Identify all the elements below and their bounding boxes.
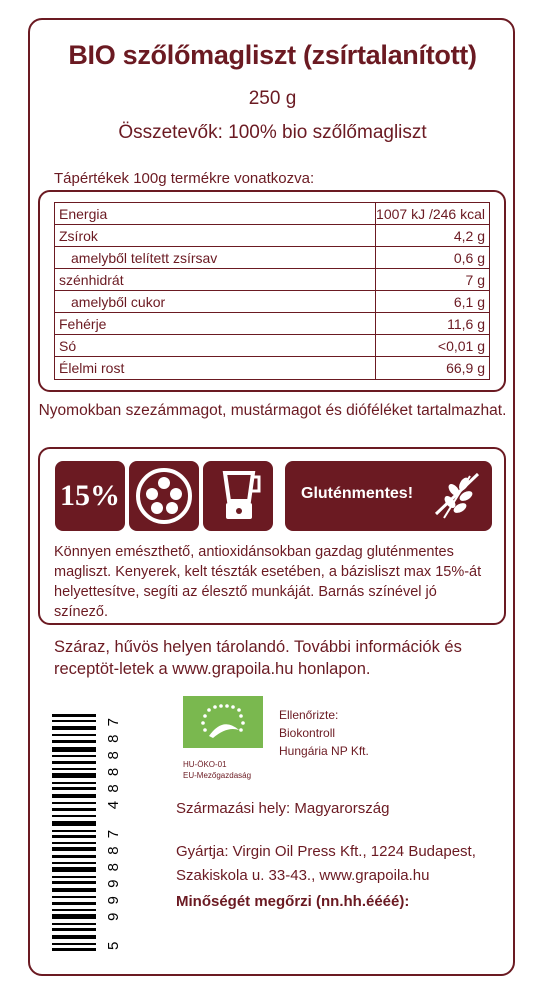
- nutrient-name: amelyből telített zsírsav: [71, 250, 218, 266]
- eu-code-line: HU-ÖKO-01: [183, 760, 227, 769]
- eu-code-line: EU-Mezőgazdaság: [183, 771, 252, 780]
- nutrient-name: Fehérje: [59, 316, 107, 332]
- eu-control-code: [183, 759, 251, 781]
- net-weight: 250 g: [248, 88, 297, 109]
- nutrient-value: 4,2 g: [453, 228, 485, 244]
- circles-icon: [129, 461, 199, 531]
- control-line: Ellenőrizte:: [279, 708, 339, 722]
- ingredients: Összetevők: 100% bio szőlőmagliszt: [118, 122, 427, 143]
- nutrient-name: amelyből cukor: [71, 294, 166, 310]
- control-line: Hungária NP Kft.: [279, 744, 369, 758]
- allergen-trace-note: Nyomokban szezámmagot, mustármagot és dióféléket tartalmazhat.: [38, 402, 507, 419]
- percent-badge: 15%: [55, 461, 125, 531]
- nutrition-row-carbohydrate: [55, 269, 489, 291]
- nutrient-name: Energia: [59, 206, 108, 222]
- nutrition-row-salt: [55, 335, 489, 357]
- wheat-crossed-icon: [428, 468, 484, 524]
- control-body: [279, 706, 369, 760]
- nutrient-value: 66,9 g: [446, 360, 485, 376]
- control-line: Biokontroll: [279, 726, 336, 740]
- nutrition-row-saturated-fat: [55, 247, 489, 269]
- nutrient-name: szénhidrát: [59, 272, 124, 288]
- nutrient-name: Élelmi rost: [59, 360, 125, 376]
- nutrient-value: 1007 kJ /246 kcal: [376, 206, 485, 222]
- eu-organic-logo: [183, 696, 263, 748]
- nutrition-row-energy: [55, 203, 489, 225]
- nutrition-row-protein: [55, 313, 489, 335]
- nutrition-heading: Tápértékek 100g termékre vonatkozva:: [54, 170, 315, 187]
- nutrient-name: Só: [59, 338, 77, 354]
- barcode-number: [102, 714, 124, 954]
- nutrient-value: 0,6 g: [453, 250, 485, 266]
- nutrient-value: 6,1 g: [453, 294, 485, 310]
- nutrition-row-sugar: [55, 291, 489, 313]
- barcode: [52, 714, 96, 954]
- nutrition-row-fiber: [55, 357, 489, 379]
- product-title: BIO szőlőmagliszt (zsírtalanított): [68, 40, 477, 70]
- product-description: Könnyen emészthető, antioxidánsokban gazdag gluténmentes magliszt. Kenyerek, kelt tészták esetében, a bázisliszt max 15%-át helyettesítve, segíti az élesztő munkáját. Barnás színével jó színező.: [54, 544, 482, 620]
- barcode-number-text: 5 999887 488887: [105, 718, 122, 950]
- nutrient-value: 7 g: [465, 272, 485, 288]
- gluten-free-label: Gluténmentes!: [301, 485, 414, 502]
- blender-icon: [203, 461, 273, 531]
- nutrient-value: 11,6 g: [447, 316, 485, 332]
- producer-line: Gyártja: Virgin Oil Press Kft., 1224 Budapest,: [176, 843, 476, 860]
- nutrition-table: [54, 202, 490, 380]
- producer-info: [176, 840, 476, 888]
- storage-info: Száraz, hűvös helyen tárolandó. További információk és receptöt-letek a www.grapoila.hu honlapon.: [54, 638, 462, 678]
- origin: Származási hely: Magyarország: [176, 800, 390, 817]
- nutrient-name: Zsírok: [59, 228, 98, 244]
- nutrition-row-fat: [55, 225, 489, 247]
- best-before: Minőségét megőrzi (nn.hh.éééé):: [176, 893, 410, 910]
- nutrient-value: <0,01 g: [437, 338, 485, 354]
- producer-line: Szakiskola u. 33-43., www.grapoila.hu: [176, 867, 430, 884]
